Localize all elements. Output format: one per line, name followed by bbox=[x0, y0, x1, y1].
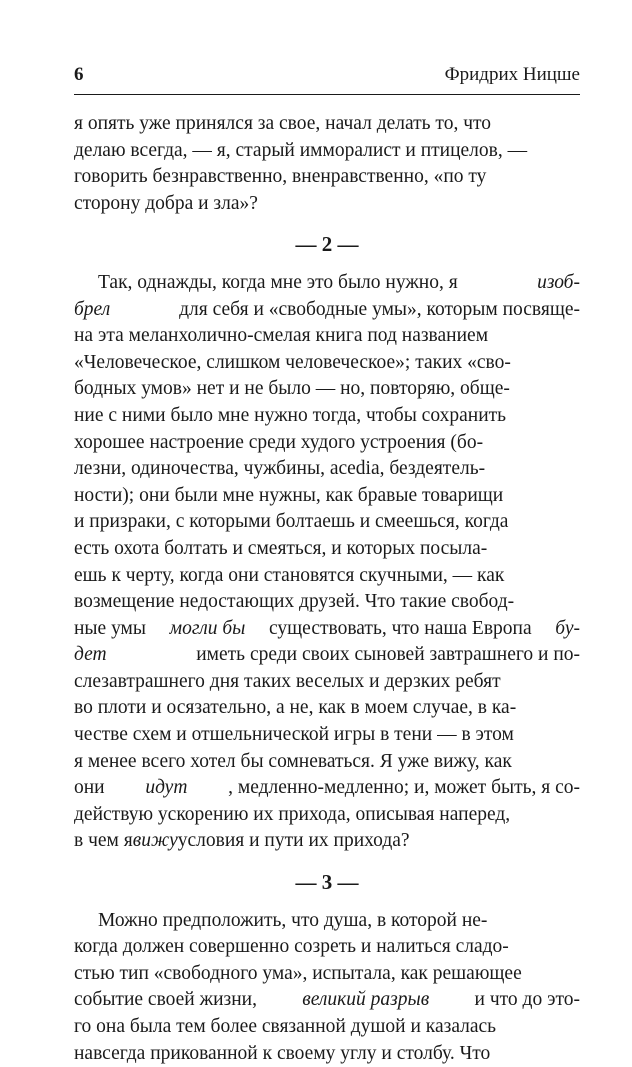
section-number-2: — 2 — bbox=[295, 232, 359, 257]
text-run: хорошее настроение среди худого устроения (бо- bbox=[74, 431, 484, 453]
text-line bbox=[74, 483, 580, 510]
text-line bbox=[74, 828, 580, 855]
text-line bbox=[74, 934, 580, 961]
text-run: слезавтрашнего дня таких веселых и дерзких ребят bbox=[74, 670, 501, 692]
text-run: во плоти и осязательно, а не, как в моем случае, в ка- bbox=[74, 697, 517, 719]
text-run: я опять уже принялся за свое, начал делать то, что bbox=[74, 113, 492, 134]
text-run: ные умы bbox=[74, 617, 147, 639]
text-line bbox=[74, 270, 580, 297]
body-text bbox=[74, 111, 580, 1067]
text-line bbox=[74, 191, 580, 218]
text-line bbox=[74, 1041, 580, 1067]
text-run: Так, однажды, когда мне это было нужно, я bbox=[98, 271, 458, 293]
text-line bbox=[74, 403, 580, 430]
italic-run: могли бы bbox=[169, 617, 246, 639]
text-run: стью тип «свободного ума», испытала, как решающее bbox=[74, 962, 522, 984]
text-run: существовать, что наша Европа bbox=[269, 617, 532, 639]
text-run: ешь к черту, когда они становятся скучными, — как bbox=[74, 564, 505, 586]
italic-run: вижу bbox=[132, 830, 178, 852]
text-run: честве схем и отшельнической игры в тени — в этом bbox=[74, 724, 514, 746]
text-line bbox=[74, 350, 580, 377]
text-run: ности); они были мне нужны, как бравые товарищи bbox=[74, 484, 504, 506]
text-run: лезни, одиночества, чужбины, acedia, бездеятель- bbox=[74, 458, 486, 480]
text-run: ние с ними было мне нужно тогда, чтобы сохранить bbox=[74, 404, 507, 426]
text-run: навсегда прикованной к своему углу и столбу. Что bbox=[74, 1042, 491, 1064]
text-run: делаю всегда, — я, старый имморалист и птицелов, — bbox=[74, 139, 528, 161]
italic-run: изоб- bbox=[537, 271, 580, 293]
italic-run: идут bbox=[145, 777, 188, 799]
book-page bbox=[74, 60, 580, 1067]
text-run: на эта меланхолично-смелая книга под названием bbox=[74, 325, 489, 347]
text-run: Можно предположить, что душа, в которой не- bbox=[98, 909, 488, 931]
text-line bbox=[74, 456, 580, 483]
text-line bbox=[74, 376, 580, 403]
text-line bbox=[74, 908, 580, 935]
text-line bbox=[74, 775, 580, 802]
text-line bbox=[74, 138, 580, 165]
text-line bbox=[74, 323, 580, 350]
text-line bbox=[74, 722, 580, 749]
text-run: говорить безнравственно, вненравственно, «по ту bbox=[74, 166, 487, 188]
italic-run: бу- bbox=[555, 617, 580, 639]
text-run: , медленно-медленно; и, может быть, я со- bbox=[228, 777, 580, 799]
text-run: и призраки, с которыми болтаешь и смеешься, когда bbox=[74, 511, 509, 533]
text-line bbox=[74, 111, 580, 138]
italic-run: брел bbox=[74, 298, 111, 320]
italic-run: великий разрыв bbox=[302, 989, 430, 1011]
text-run: есть охота болтать и смеяться, и которых посыла- bbox=[74, 537, 488, 559]
text-run: событие своей жизни, bbox=[74, 989, 257, 1011]
text-line bbox=[74, 1014, 580, 1041]
text-run: «Человеческое, слишком человеческое»; таких «сво- bbox=[74, 351, 511, 373]
running-head bbox=[74, 60, 580, 95]
text-run: условия и пути их прихода? bbox=[177, 830, 410, 852]
text-line bbox=[74, 669, 580, 696]
text-run: иметь среди своих сыновей завтрашнего и по- bbox=[196, 644, 580, 666]
section-number-3: — 3 — bbox=[295, 870, 359, 895]
text-run: они bbox=[74, 777, 105, 799]
text-line bbox=[74, 642, 580, 669]
text-line bbox=[74, 563, 580, 590]
italic-run: дет bbox=[74, 644, 107, 666]
text-run: бодных умов» нет и не было — но, повторяю, обще- bbox=[74, 378, 510, 400]
text-line bbox=[74, 297, 580, 324]
text-line bbox=[74, 589, 580, 616]
page-number: 6 bbox=[74, 64, 84, 85]
text-line bbox=[74, 509, 580, 536]
text-run: и что до это- bbox=[474, 989, 580, 1011]
text-line bbox=[74, 164, 580, 191]
text-line bbox=[74, 749, 580, 776]
text-line bbox=[74, 961, 580, 988]
running-title: Фридрих Ницше bbox=[444, 64, 580, 85]
text-line bbox=[74, 695, 580, 722]
text-line bbox=[74, 802, 580, 829]
text-line bbox=[74, 430, 580, 457]
text-line bbox=[74, 616, 580, 643]
text-line bbox=[74, 536, 580, 563]
text-run: возмещение недостающих друзей. Что такие свобод- bbox=[74, 591, 515, 613]
text-run: в чем я bbox=[74, 830, 133, 852]
text-run: я менее всего хотел бы сомневаться. Я уже вижу, как bbox=[74, 750, 512, 772]
text-run: действую ускорению их прихода, описывая наперед, bbox=[74, 803, 511, 825]
text-run: го она была тем более связанной душой и казалась bbox=[74, 1016, 497, 1037]
text-run: когда должен совершенно созреть и налиться сладо- bbox=[74, 936, 509, 958]
text-run: для себя и «свободные умы», которым посвяще- bbox=[179, 298, 580, 320]
text-run: сторону добра и зла»? bbox=[74, 192, 258, 214]
